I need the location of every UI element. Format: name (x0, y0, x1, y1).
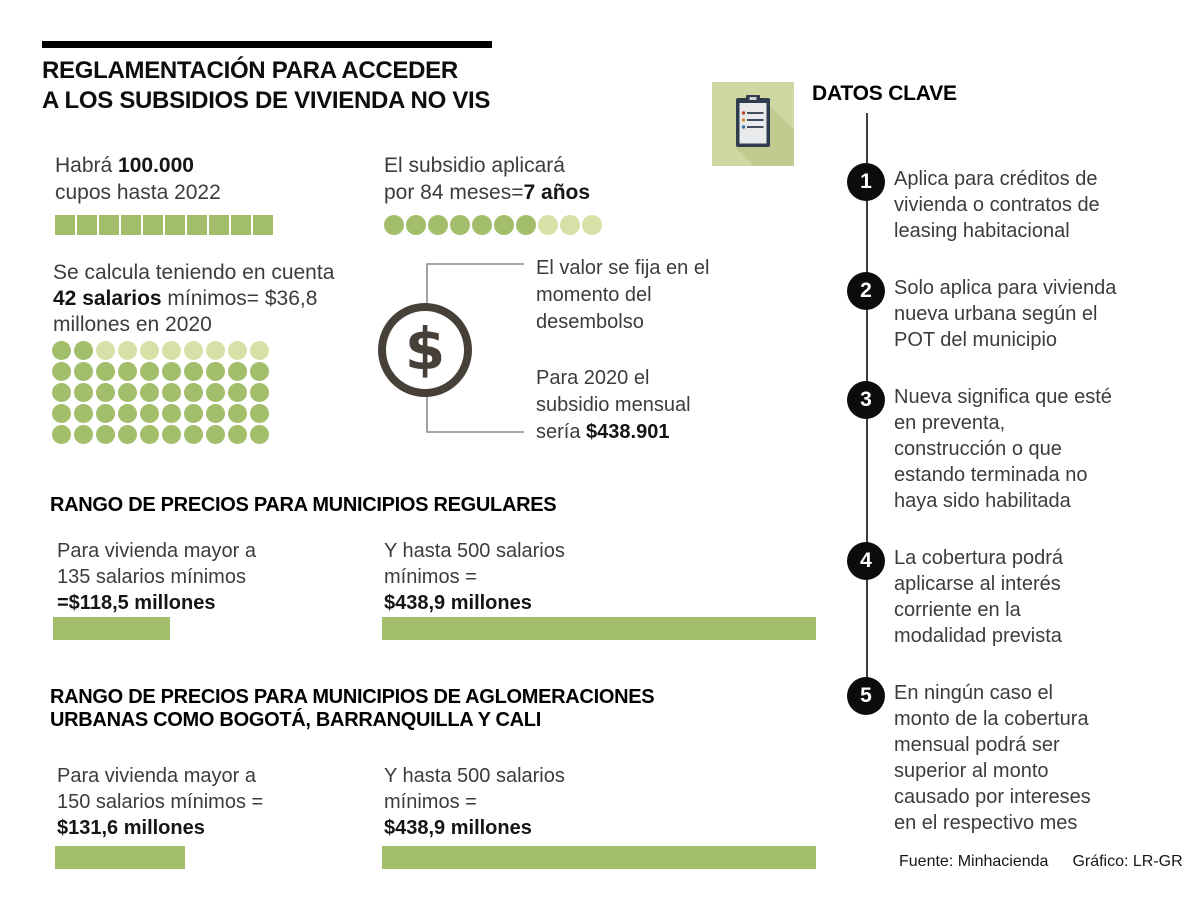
unit-mark (472, 215, 492, 235)
waffle-dot (250, 425, 269, 444)
unit-mark (516, 215, 536, 235)
item-text: En ningún caso el monto de la cobertura mensual podrá ser superior al monto causado por intereses en el respectivo mes (894, 682, 1091, 834)
item-text: La cobertura podrá aplicarse al interés corriente en la modalidad prevista (894, 547, 1064, 647)
waffle-dot (140, 362, 159, 381)
item-text: Nueva significa que esté en preventa, construcción o que estando terminada no haya sido habilitada (894, 386, 1112, 512)
cupos-squares-pictograph (55, 215, 273, 235)
waffle-dot (184, 341, 203, 360)
waffle-dot (74, 425, 93, 444)
unit-mark (582, 215, 602, 235)
waffle-dot (52, 341, 71, 360)
section1-right-text: Y hasta 500 salarios mínimos = $438,9 millones (384, 540, 565, 614)
waffle-dot (162, 425, 181, 444)
page-title: REGLAMENTACIÓN PARA ACCEDER A LOS SUBSIDIOS DE VIVIENDA NO VIS (42, 57, 491, 114)
price-bar (382, 617, 816, 640)
waffle-dot (162, 383, 181, 402)
datos-clave-list (847, 166, 1147, 867)
source-credit: Fuente: Minhacienda (899, 853, 1049, 870)
unit-mark (538, 215, 558, 235)
waffle-dot (74, 383, 93, 402)
waffle-dot (118, 341, 137, 360)
item-text: Solo aplica para vivienda nueva urbana según el POT del municipio (894, 277, 1117, 351)
waffle-dot (140, 404, 159, 423)
unit-mark (121, 215, 141, 235)
item-number-badge: 1 (847, 163, 885, 201)
unit-mark (450, 215, 470, 235)
fact-cupos-text: Habrá 100.000 cupos hasta 2022 (55, 154, 221, 204)
waffle-dot (206, 425, 225, 444)
title-rule (42, 41, 492, 48)
plazo-dots-pictograph (384, 215, 602, 235)
unit-mark (99, 215, 119, 235)
waffle-dot (96, 362, 115, 381)
waffle-dot (118, 362, 137, 381)
waffle-dot (52, 425, 71, 444)
unit-mark (494, 215, 514, 235)
waffle-dot (184, 404, 203, 423)
waffle-dot (228, 425, 247, 444)
item-number-badge: 2 (847, 272, 885, 310)
datos-clave-heading: DATOS CLAVE (812, 82, 957, 105)
fact-mensual-text: Para 2020 el subsidio mensual sería $438.901 (536, 367, 691, 443)
waffle-dot (140, 341, 159, 360)
fact-plazo-text: El subsidio aplicará por 84 meses=7 años (384, 154, 591, 204)
waffle-dot (250, 383, 269, 402)
unit-mark (560, 215, 580, 235)
price-bar (382, 846, 816, 869)
item-number-badge: 4 (847, 542, 885, 580)
waffle-dot (228, 362, 247, 381)
waffle-dot (96, 404, 115, 423)
datos-clave-item (847, 680, 1147, 836)
graphic-credit: Gráfico: LR-GR (1072, 853, 1183, 870)
footer (899, 853, 1183, 871)
fact-valor-text: El valor se fija en el momento del desembolso (536, 257, 710, 333)
waffle-dot (96, 425, 115, 444)
waffle-dot (184, 383, 203, 402)
section1-left-text: Para vivienda mayor a 135 salarios mínimos =$118,5 millones (57, 540, 256, 614)
unit-mark (428, 215, 448, 235)
waffle-dot (184, 425, 203, 444)
unit-mark (253, 215, 273, 235)
waffle-dot (250, 362, 269, 381)
salarios-waffle-chart (52, 341, 269, 444)
waffle-dot (118, 425, 137, 444)
section2-heading: RANGO DE PRECIOS PARA MUNICIPIOS DE AGLOMERACIONES URBANAS COMO BOGOTÁ, BARRANQUILLA Y CALI (50, 686, 655, 731)
waffle-dot (250, 341, 269, 360)
price-bar (53, 617, 170, 640)
waffle-dot (162, 341, 181, 360)
datos-clave-item (847, 166, 1147, 244)
unit-mark (77, 215, 97, 235)
dollar-glyph: $ (404, 315, 446, 383)
datos-clave-item (847, 275, 1147, 353)
waffle-dot (74, 404, 93, 423)
waffle-dot (118, 404, 137, 423)
section1-heading: RANGO DE PRECIOS PARA MUNICIPIOS REGULARES (50, 494, 557, 516)
item-number-badge: 3 (847, 381, 885, 419)
waffle-dot (140, 425, 159, 444)
waffle-dot (206, 341, 225, 360)
datos-clave-item (847, 545, 1147, 649)
clipboard-checklist-icon (712, 82, 794, 166)
waffle-dot (206, 362, 225, 381)
waffle-dot (96, 341, 115, 360)
datos-clave-item (847, 384, 1147, 514)
section2-right-text: Y hasta 500 salarios mínimos = $438,9 millones (384, 765, 565, 839)
waffle-dot (52, 362, 71, 381)
waffle-dot (228, 383, 247, 402)
unit-mark (384, 215, 404, 235)
unit-mark (209, 215, 229, 235)
unit-mark (406, 215, 426, 235)
waffle-dot (206, 404, 225, 423)
waffle-dot (52, 404, 71, 423)
item-number-badge: 5 (847, 677, 885, 715)
waffle-dot (228, 404, 247, 423)
fact-salarios-text: Se calcula teniendo en cuenta 42 salarios mínimos= $36,8 millones en 2020 (53, 261, 335, 336)
waffle-dot (74, 341, 93, 360)
section2-left-text: Para vivienda mayor a 150 salarios mínimos = $131,6 millones (57, 765, 264, 839)
waffle-dot (206, 383, 225, 402)
waffle-dot (250, 404, 269, 423)
waffle-dot (162, 362, 181, 381)
waffle-dot (96, 383, 115, 402)
price-bar (55, 846, 185, 869)
waffle-dot (162, 404, 181, 423)
unit-mark (165, 215, 185, 235)
waffle-dot (228, 341, 247, 360)
unit-mark (231, 215, 251, 235)
waffle-dot (74, 362, 93, 381)
unit-mark (187, 215, 207, 235)
item-text: Aplica para créditos de vivienda o contratos de leasing habitacional (894, 168, 1100, 242)
waffle-dot (52, 383, 71, 402)
unit-mark (55, 215, 75, 235)
waffle-dot (184, 362, 203, 381)
dollar-circle-icon (378, 303, 472, 397)
unit-mark (143, 215, 163, 235)
waffle-dot (140, 383, 159, 402)
waffle-dot (118, 383, 137, 402)
